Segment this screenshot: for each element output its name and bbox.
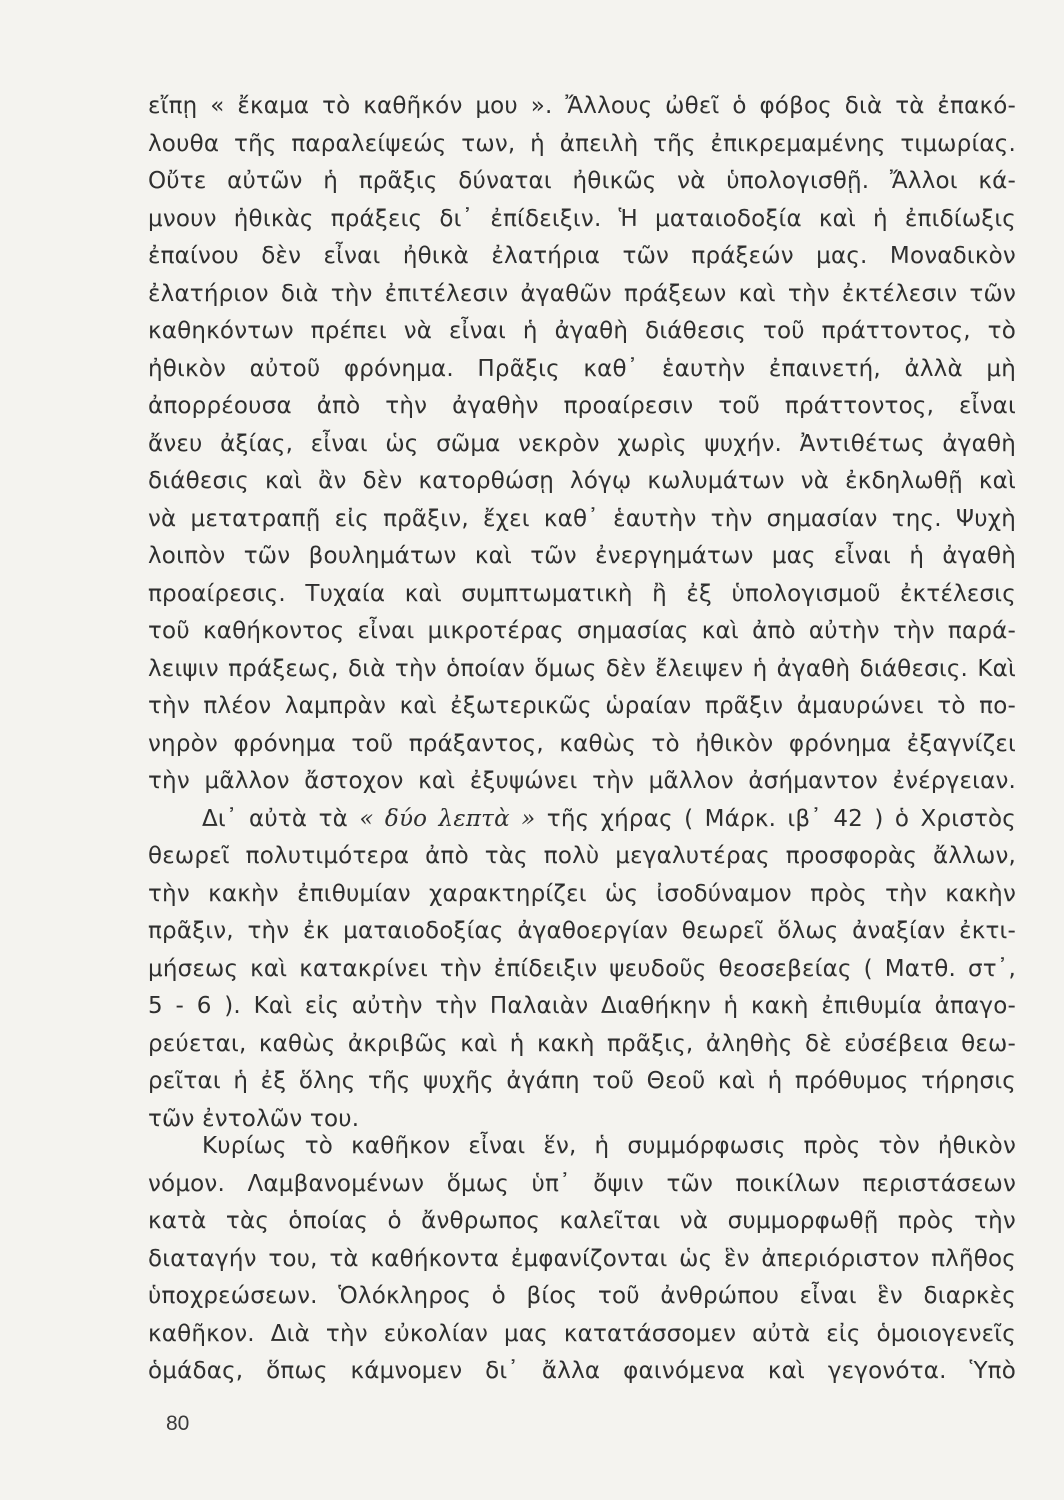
text-line: καθῆκον. Διὰ τὴν εὐκολίαν μας κατατάσσομεν αὐτὰ εἰς ὁμοιογενεῖς [148, 1320, 1016, 1347]
line-text-start: Δι᾽ αὐτὰ τὰ [202, 805, 348, 832]
text-line: ἀπορρέουσα ἀπὸ τὴν ἀγαθὴν προαίρεσιν τοῦ πράττοντος, εἶναι [148, 393, 1016, 419]
text-line: ὑποχρεώσεων. Ὁλόκληρος ὁ βίος τοῦ ἀνθρώπου εἶναι ἓν διαρκὲς [148, 1283, 1016, 1309]
text-line: καθηκόντων πρέπει νὰ εἶναι ἡ ἀγαθὴ διάθεσις τοῦ πράττοντος, τὸ [148, 318, 1016, 344]
page-number: 80 [166, 1412, 190, 1435]
text-line: διαταγήν του, τὰ καθήκοντα ἐμφανίζονται ὡς ἓν ἀπεριόριστον πλῆθος [148, 1245, 1016, 1272]
text-line: 5 - 6 ). Καὶ εἰς αὐτὴν τὴν Παλαιὰν Διαθήκην ἡ κακὴ ἐπιθυμία ἀπαγο- [148, 993, 1016, 1019]
line-text-end: τῆς χήρας ( Μάρκ. ιβ᾽ 42 ) ὁ Χριστὸς [546, 805, 1016, 832]
text-line: κατὰ τὰς ὁποίας ὁ ἄνθρωπος καλεῖται νὰ συμμορφωθῇ πρὸς τὴν [148, 1208, 1016, 1234]
text-line: προαίρεσις. Τυχαία καὶ συμπτωματικὴ ἢ ἐξ ὑπολογισμοῦ ἐκτέλεσις [148, 580, 1016, 607]
text-line: λοιπὸν τῶν βουλημάτων καὶ τῶν ἐνεργημάτων μας εἶναι ἡ ἀγαθὴ [148, 543, 1016, 569]
text-line: νηρὸν φρόνημα τοῦ πράξαντος, καθὼς τὸ ἠθικὸν φρόνημα ἐξαγνίζει [148, 730, 1016, 757]
text-line: τῶν ἐντολῶν του. [148, 1105, 360, 1132]
text-line-indented [148, 801, 1016, 839]
paragraph-1 [148, 88, 1016, 1138]
text-line: λειψιν πράξεως, διὰ τὴν ὁποίαν ὅμως δὲν ἔλειψεν ἡ ἀγαθὴ διάθεσις. Καὶ [148, 655, 1016, 682]
text-line: ἠθικὸν αὐτοῦ φρόνημα. Πρᾶξις καθ᾽ ἑαυτὴν ἐπαινετή, ἀλλὰ μὴ [148, 355, 1016, 382]
text-line: ρεύεται, καθὼς ἀκριβῶς καὶ ἡ κακὴ πρᾶξις, ἀληθὴς δὲ εὐσέβεια θεω- [148, 1030, 1016, 1057]
text-line: ἐπαίνου δὲν εἶναι ἠθικὰ ἐλατήρια τῶν πράξεών μας. Μοναδικὸν [148, 243, 1016, 269]
text-line: ὁμάδας, ὅπως κάμνομεν δι᾽ ἄλλα φαινόμενα καὶ γεγονότα. Ὑπὸ [148, 1358, 1016, 1384]
text-line: ἄνευ ἀξίας, εἶναι ὡς σῶμα νεκρὸν χωρὶς ψυχήν. Ἀντιθέτως ἀγαθὴ [148, 430, 1016, 457]
text-line: τοῦ καθήκοντος εἶναι μικροτέρας σημασίας καὶ ἀπὸ αὐτὴν τὴν παρά- [148, 618, 1016, 644]
text-line: εἴπῃ « ἔκαμα τὸ καθῆκόν μου ». Ἄλλους ὠθεῖ ὁ φόβος διὰ τὰ ἐπακό- [148, 93, 1016, 119]
text-line-indented: Κυρίως τὸ καθῆκον εἶναι ἕν, ἡ συμμόρφωσις πρὸς τὸν ἠθικὸν [202, 1133, 1016, 1159]
text-line: ἐλατήριον διὰ τὴν ἐπιτέλεσιν ἀγαθῶν πράξεων καὶ τὴν ἐκτέλεσιν τῶν [148, 280, 1016, 307]
paragraph-2 [148, 1128, 1016, 1391]
text-line: τὴν κακὴν ἐπιθυμίαν χαρακτηρίζει ὡς ἰσοδύναμον πρὸς τὴν κακὴν [148, 880, 1016, 907]
text-line: μνουν ἠθικὰς πράξεις δι᾽ ἐπίδειξιν. Ἡ ματαιοδοξία καὶ ἡ ἐπιδίωξις [148, 205, 1016, 232]
text-line: διάθεσις καὶ ἂν δὲν κατορθώσῃ λόγῳ κωλυμάτων νὰ ἐκδηλωθῇ καὶ [148, 468, 1016, 494]
text-line: θεωρεῖ πολυτιμότερα ἀπὸ τὰς πολὺ μεγαλυτέρας προσφορὰς ἄλλων, [148, 843, 1016, 869]
text-line: νόμον. Λαμβανομένων ὅμως ὑπ᾽ ὄψιν τῶν ποικίλων περιστάσεων [148, 1170, 1016, 1197]
text-line: τὴν μᾶλλον ἄστοχον καὶ ἐξυψώνει τὴν μᾶλλον ἀσήμαντον ἐνέργειαν. [148, 768, 1016, 794]
text-line: πρᾶξιν, τὴν ἐκ ματαιοδοξίας ἀγαθοεργίαν θεωρεῖ ὅλως ἀναξίαν ἐκτι- [148, 918, 1016, 944]
text-line: νὰ μετατραπῇ εἰς πρᾶξιν, ἔχει καθ᾽ ἑαυτὴν τὴν σημασίαν της. Ψυχὴ [148, 505, 1016, 532]
text-line: τὴν πλέον λαμπρὰν καὶ ἐξωτερικῶς ὡραίαν πρᾶξιν ἀμαυρώνει τὸ πο- [148, 693, 1016, 719]
text-line: μήσεως καὶ κατακρίνει τὴν ἐπίδειξιν ψευδοῦς θεοσεβείας ( Ματθ. στ᾽, [148, 955, 1016, 982]
text-line: λουθα τῆς παραλείψεώς των, ἡ ἀπειλὴ τῆς ἐπικρεμαμένης τιμωρίας. [148, 130, 1016, 157]
text-line: Οὔτε αὐτῶν ἡ πρᾶξις δύναται ἠθικῶς νὰ ὑπολογισθῇ. Ἄλλοι κά- [148, 168, 1016, 194]
italic-quote: « δύο λεπτὰ » [359, 805, 536, 832]
text-line: ρεῖται ἡ ἐξ ὅλης τῆς ψυχῆς ἀγάπη τοῦ Θεοῦ καὶ ἡ πρόθυμος τήρησις [148, 1068, 1016, 1094]
